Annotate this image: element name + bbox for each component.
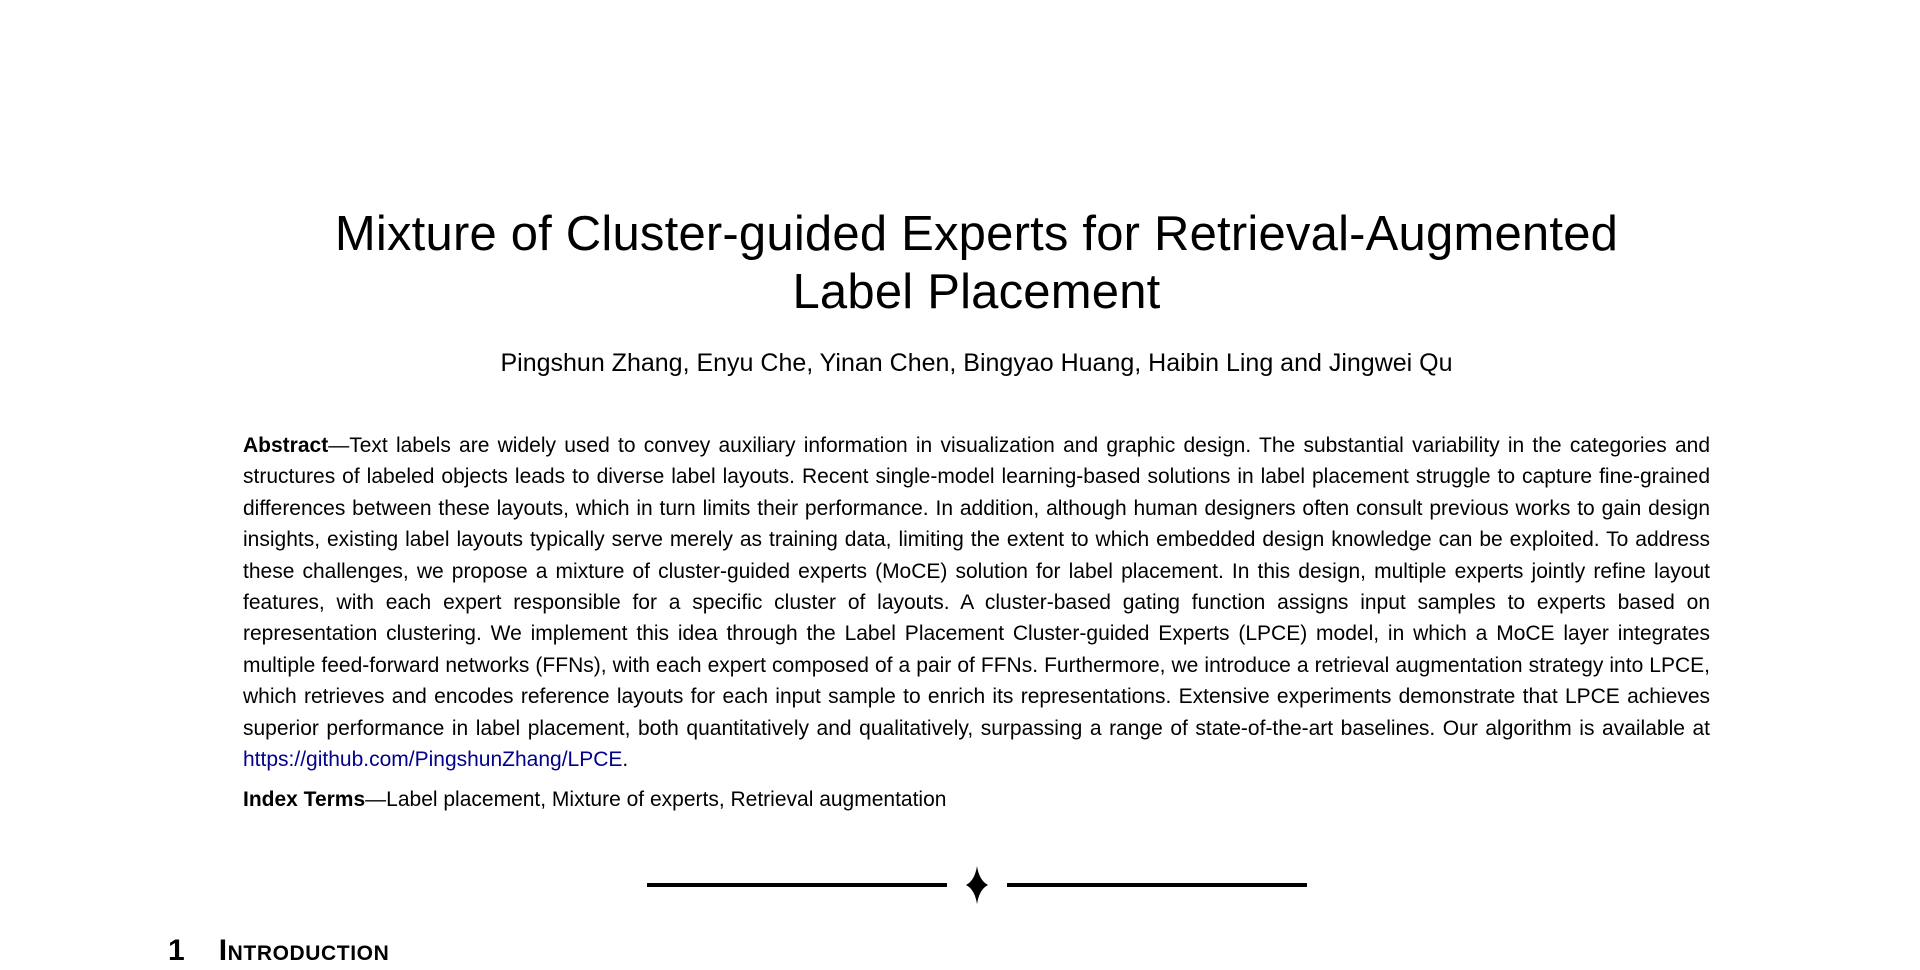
paper-title-line-1: Mixture of Cluster-guided Experts for Retrieval-Augmented (334, 206, 1619, 261)
index-terms-paragraph (243, 784, 1710, 815)
abstract-paragraph (243, 430, 1710, 775)
paper-title (243, 205, 1710, 321)
abstract-text: —Text labels are widely used to convey auxiliary information in visualization and graphic design. The substantial variability in the categories and structures of labeled objects leads to diverse label layouts. Recent single-model learning-based solutions in label placement struggle to capture fine-grained differences between these layouts, which in turn limits their performance. In addition, although human designers often consult previous works to gain design insights, existing label layouts typically serve merely as training data, limiting the extent to which embedded design knowledge can be exploited. To address these challenges, we propose a mixture of cluster-guided experts (MoCE) solution for label placement. In this design, multiple experts jointly refine layout features, with each expert responsible for a specific cluster of layouts. A cluster-based gating function assigns input samples to experts based on representation clustering. We implement this idea through the Label Placement Cluster-guided Experts (LPCE) model, in which a MoCE layer integrates multiple feed-forward networks (FFNs), with each expert composed of a pair of FFNs. Furthermore, we introduce a retrieval augmentation strategy into LPCE, which retrieves and encodes reference layouts for each input sample to enrich its representations. Extensive experiments demonstrate that LPCE achieves superior performance in label placement, both quantitatively and qualitatively, surpassing a range of state-of-the-art baselines. Our algorithm is available at (243, 434, 1710, 740)
index-terms-label: Index Terms (243, 788, 366, 812)
authors-line: Pingshun Zhang, Enyu Che, Yinan Chen, Bingyao Huang, Haibin Ling and Jingwei Qu (500, 349, 1453, 377)
abstract-suffix: . (622, 748, 629, 772)
four-pointed-star-icon (966, 866, 988, 904)
abstract-label: Abstract (243, 434, 329, 457)
divider-line-right (1007, 883, 1307, 887)
section-divider (243, 865, 1710, 905)
index-terms-text: —Label placement, Mixture of experts, Retrieval augmentation (365, 788, 947, 812)
divider-line-left (647, 883, 947, 887)
paper-title-line-2: Label Placement (792, 264, 1161, 319)
section-title: Introduction (218, 934, 390, 967)
github-link[interactable]: https://github.com/PingshunZhang/LPCE (243, 748, 623, 772)
section-heading (168, 933, 389, 969)
section-number: 1 (168, 934, 185, 967)
abstract-block (243, 430, 1710, 816)
